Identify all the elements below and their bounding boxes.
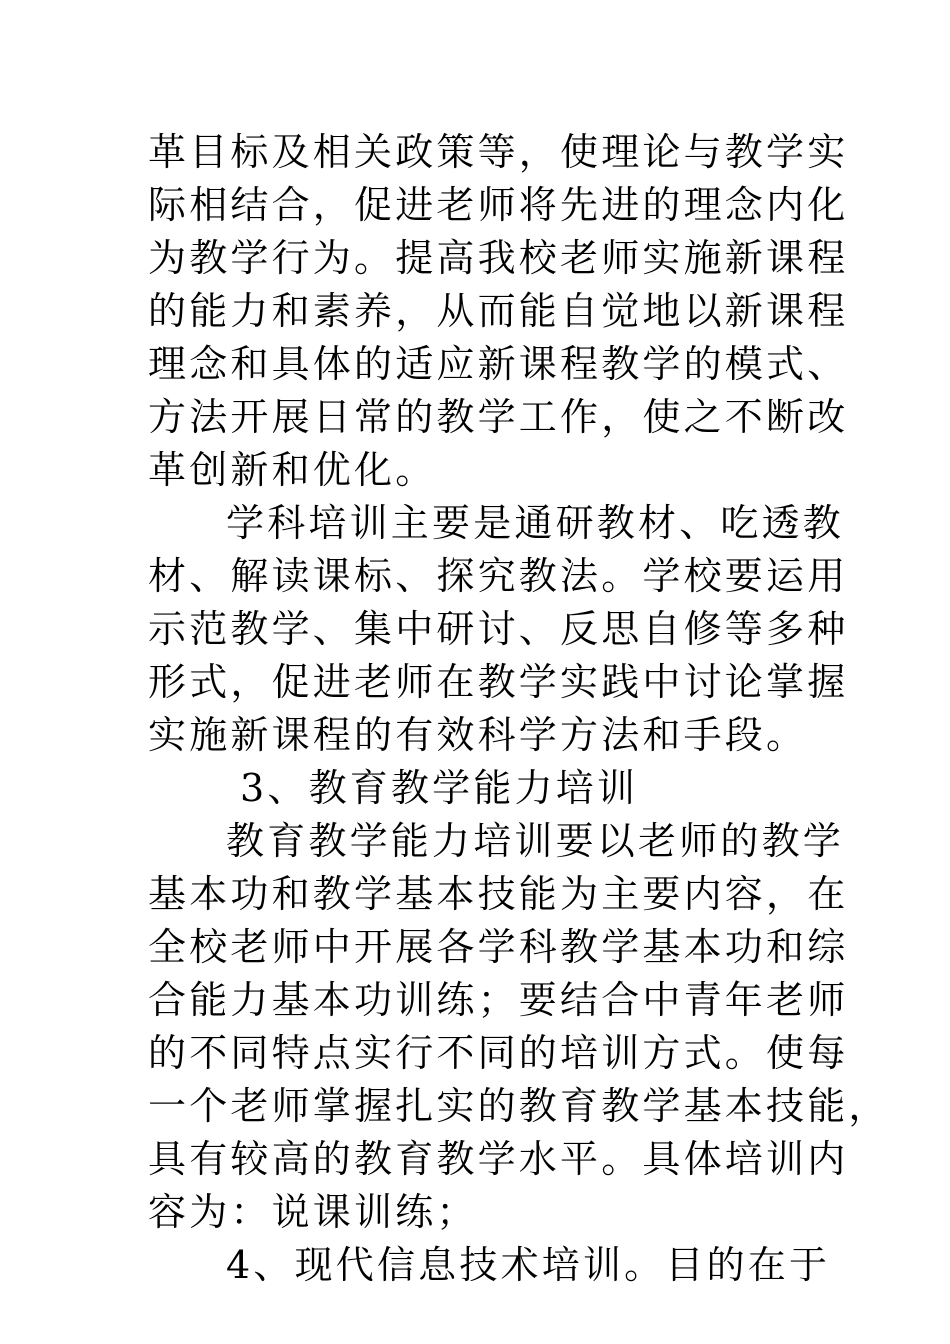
text-line: 基本功和教学基本技能为主要内容，在 [148, 872, 849, 916]
text-line: 实施新课程的有效科学方法和手段。 [148, 713, 808, 757]
text-line: 际相结合，促进老师将先进的理念内化 [148, 183, 849, 227]
text-line: 示范教学、集中研讨、反思自修等多种 [148, 607, 849, 651]
text-line: 为教学行为。提高我校老师实施新课程 [148, 236, 849, 280]
text-line: 容为：说课训练； [148, 1190, 478, 1234]
section-heading: 3、教育教学能力培训 [240, 766, 639, 810]
text-line: 4、现代信息技术培训。目的在于 [226, 1243, 831, 1287]
text-line: 的不同特点实行不同的培训方式。使每 [148, 1031, 849, 1075]
text-line: 教育教学能力培训要以老师的教学 [226, 819, 845, 863]
text-line: 形式，促进老师在教学实践中讨论掌握 [148, 660, 849, 704]
text-line: 材、解读课标、探究教法。学校要运用 [148, 554, 849, 598]
text-line: 学科培训主要是通研教材、吃透教 [226, 501, 845, 545]
text-line: 革创新和优化。 [148, 448, 437, 492]
text-line: 合能力基本功训练；要结合中青年老师 [148, 978, 849, 1022]
text-line: 全校老师中开展各学科教学基本功和综 [148, 925, 849, 969]
text-line: 理念和具体的适应新课程教学的模式、 [148, 342, 849, 386]
text-line: 方法开展日常的教学工作，使之不断改 [148, 395, 849, 439]
text-line: 的能力和素养，从而能自觉地以新课程 [148, 289, 849, 333]
text-line: 具有较高的教育教学水平。具体培训内 [148, 1137, 849, 1181]
text-line: 革目标及相关政策等，使理论与教学实 [148, 130, 849, 174]
text-line: 一个老师掌握扎实的教育教学基本技能， [148, 1084, 890, 1128]
